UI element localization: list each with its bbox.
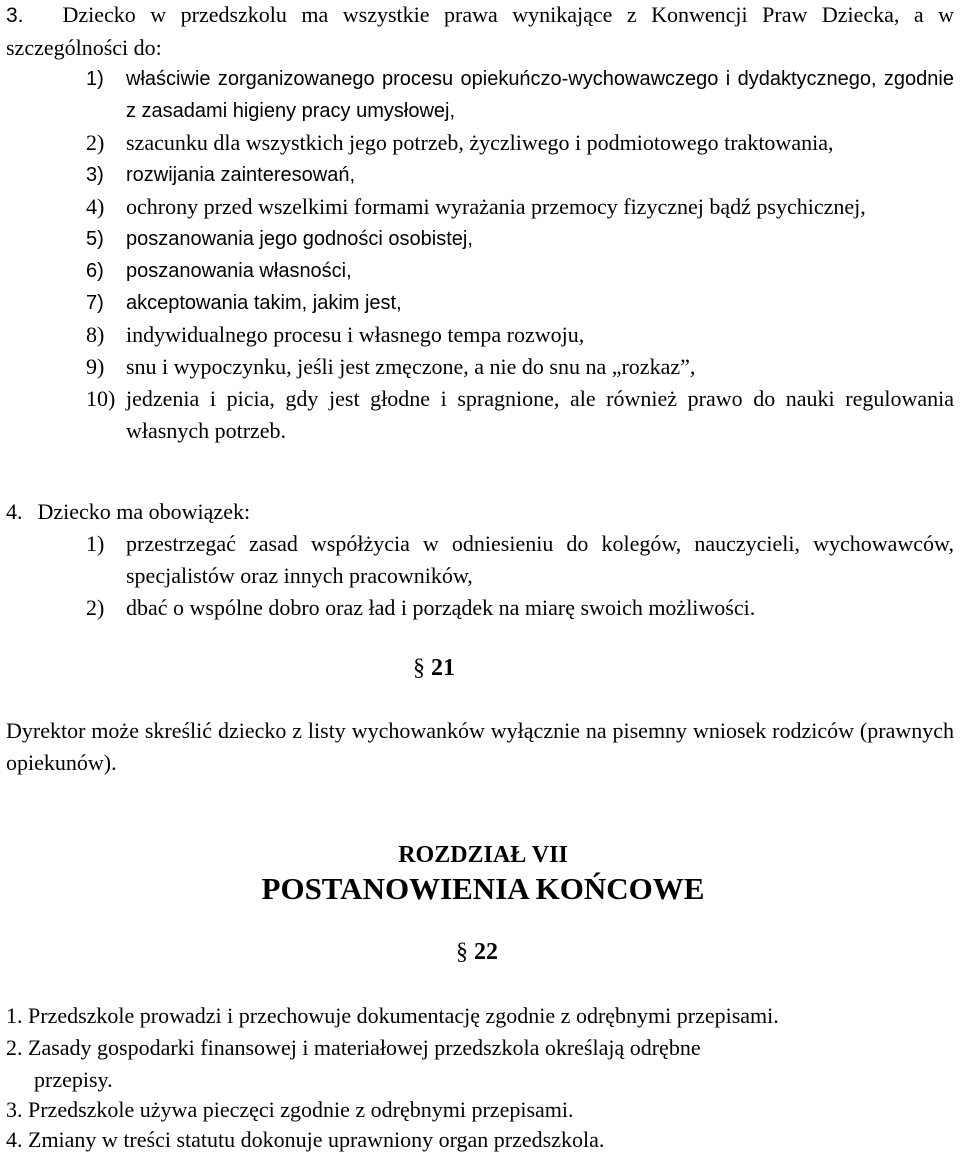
point-4-intro [6,496,954,528]
section-21-text: Dyrektor może skreślić dziecko z listy wychowanków wyłącznie na pisemny wniosek rodziców (prawnych opiekunów). [6,718,954,775]
point-4-intro-text: Dziecko ma obowiązek: [37,499,251,524]
section-22-item-3: 3. Przedszkole używa pieczęci zgodnie z odrębnymi przepisami. [6,1097,574,1122]
section-22-item-4: 4. Zmiany w treści statutu dokonuje uprawniony organ przedszkola. [6,1127,605,1152]
section-21-heading [413,652,455,684]
list-item: 2) szacunku dla wszystkich jego potrzeb, życzliwego i podmiotowego traktowania, [86,130,834,155]
point-4-number: 4. [6,499,23,524]
list-item: 8) indywidualnego procesu i własnego tempa rozwoju, [86,322,585,347]
list-item: 10) jedzenia i picia, gdy jest głodne i spragnione, ale również prawo do nauki regulowania własnych potrzeb. [86,386,954,443]
section-symbol: § [413,655,425,681]
list-item: 1) przestrzegać zasad współżycia w odniesieniu do kolegów, nauczycieli, wychowawców, specjalistów oraz innych pracowników, [86,531,954,588]
list-item: 5) poszanowania jego godności osobistej, [86,228,473,250]
point-3-intro [6,0,954,64]
duties-list [0,528,960,624]
list-item: 9) snu i wypoczynku, jeśli jest zmęczone, a nie do snu na „rozkaz”, [86,354,696,379]
section-number: 22 [474,939,498,965]
section-symbol: § [456,939,468,965]
list-item: 7) akceptowania takim, jakim jest, [86,292,402,314]
section-22-item-1: 1. Przedszkole prowadzi i przechowuje dokumentację zgodnie z odrębnymi przepisami. [6,1003,779,1028]
list-item: 2) dbać o wspólne dobro oraz ład i porządek na miarę swoich możliwości. [86,595,756,620]
list-item: 3) rozwijania zainteresowań, [86,164,356,186]
section-22-item-2: 2. Zasady gospodarki finansowej i materiałowej przedszkola określają odrębne przepisy. [6,1035,701,1092]
rights-list [0,63,960,447]
chapter-title: POSTANOWIENIA KOŃCOWE [261,871,705,906]
list-item: 1) właściwie zorganizowanego procesu opiekuńczo-wychowawczego i dydaktycznego, zgodnie z zasadami higieny pracy umysłowej, [86,68,954,122]
point-3-intro-text: Dziecko w przedszkolu ma wszystkie prawa wynikające z Konwencji Praw Dziecka, a w szczególności do: [6,2,955,60]
chapter-number: ROZDZIAŁ VII [398,842,568,868]
section-number: 21 [431,655,455,681]
list-item: 4) ochrony przed wszelkimi formami wyrażania przemocy fizycznej bądź psychicznej, [86,194,866,219]
section-22-heading [456,936,498,968]
point-3-number: 3. [6,4,24,27]
list-item: 6) poszanowania własności, [86,260,352,282]
